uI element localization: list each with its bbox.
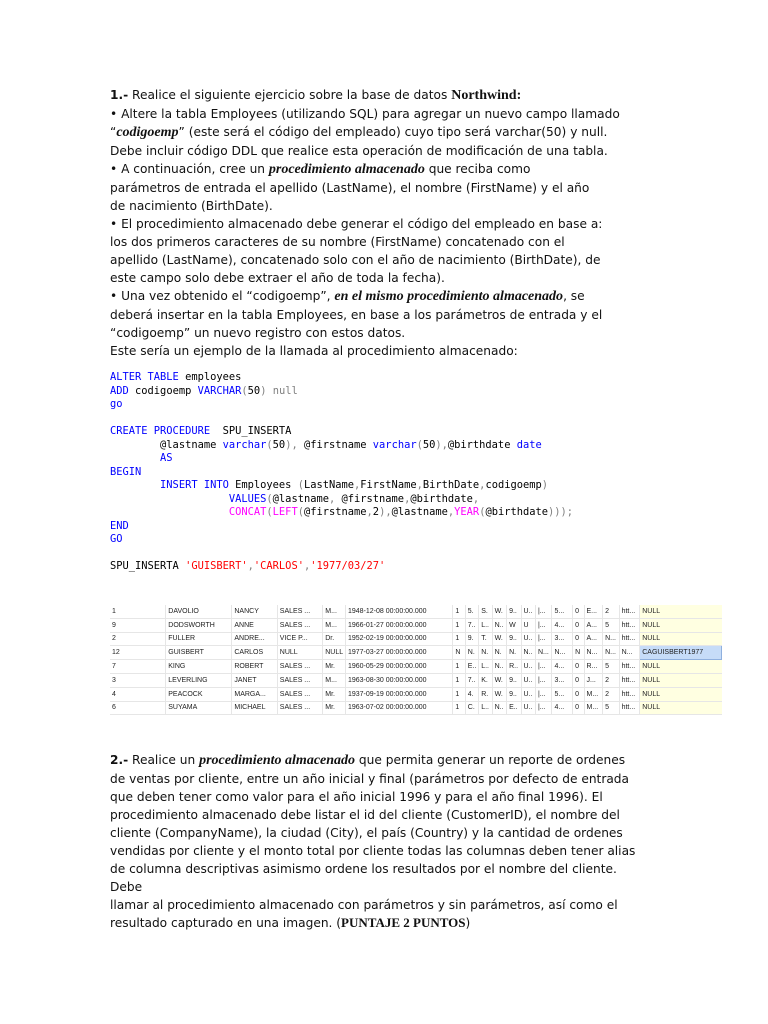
result-row bbox=[110, 673, 722, 687]
result-cell: 7.. bbox=[465, 673, 478, 687]
result-cell: KING bbox=[166, 660, 232, 674]
result-cell: N... bbox=[584, 646, 603, 660]
code-line-concat: CONCAT(LEFT(@firstname,2),@lastname,YEAR(@birthdate))); bbox=[228, 506, 574, 518]
code-line-begin: BEGIN bbox=[110, 465, 142, 478]
result-cell: N.. bbox=[521, 646, 535, 660]
exercise-2 bbox=[110, 751, 670, 932]
result-cell: M... bbox=[323, 673, 346, 687]
result-cell: htt... bbox=[619, 660, 640, 674]
exercise-2-line-5: cliente (CompanyName), la ciudad (City), el país (Country) y la cantidad de ordenes bbox=[110, 826, 623, 840]
result-cell: L.. bbox=[479, 660, 492, 674]
result-row bbox=[110, 646, 722, 660]
result-cell: C. bbox=[465, 701, 478, 715]
result-cell: 5 bbox=[603, 618, 620, 632]
result-cell: ANDRE... bbox=[232, 632, 277, 646]
result-cell: VICE P... bbox=[277, 632, 322, 646]
codigoemp-cell: NULL bbox=[640, 660, 722, 674]
codigoemp-cell: NULL bbox=[640, 701, 722, 715]
result-cell: M... bbox=[584, 687, 603, 701]
bullet-1-line-1: • Altere la tabla Employees (utilizando SQL) para agregar un nuevo campo llamado bbox=[110, 107, 620, 121]
result-cell: SUYAMA bbox=[166, 701, 232, 715]
result-cell: N... bbox=[603, 646, 620, 660]
result-cell: SALES ... bbox=[277, 605, 322, 618]
result-cell: 9.. bbox=[507, 687, 521, 701]
result-cell: N.. bbox=[492, 660, 506, 674]
exercise-2-line-7: de columna descriptivas asimismo ordene los resultados por el nombre del cliente. bbox=[110, 862, 617, 876]
code-line-alter: ALTER TABLE employees bbox=[110, 371, 242, 383]
exercise-2-line-3: que deben tener como valor para el año inicial 1996 y para el año final 1996). El bbox=[110, 790, 603, 804]
result-cell: GUISBERT bbox=[166, 646, 232, 660]
example-intro: Este sería un ejemplo de la llamada al procedimiento almacenado: bbox=[110, 344, 518, 358]
result-cell: R. bbox=[479, 687, 492, 701]
result-cell: 1 bbox=[110, 605, 166, 618]
code-line-end: END bbox=[110, 519, 129, 532]
result-cell: SALES ... bbox=[277, 701, 322, 715]
exercise-2-line-8: Debe bbox=[110, 880, 143, 894]
result-cell: 9 bbox=[110, 618, 166, 632]
result-cell: U bbox=[521, 618, 535, 632]
exercise-2-line-6: vendidas por cliente y el monto total por cliente todas las columnas deben tener alias bbox=[110, 844, 636, 858]
result-cell: 12 bbox=[110, 646, 166, 660]
result-cell: 1963-07-02 00:00:00.000 bbox=[345, 701, 452, 715]
result-row bbox=[110, 701, 722, 715]
database-name: Northwind: bbox=[451, 88, 522, 103]
result-cell: N. bbox=[507, 646, 521, 660]
codigoemp-cell: NULL bbox=[640, 687, 722, 701]
result-cell: 9.. bbox=[507, 673, 521, 687]
result-cell: 1 bbox=[453, 687, 465, 701]
result-cell: Mr. bbox=[323, 687, 346, 701]
result-cell: 5 bbox=[603, 701, 620, 715]
result-cell: 1952-02-19 00:00:00.000 bbox=[345, 632, 452, 646]
result-cell: 3... bbox=[552, 673, 573, 687]
result-cell: 4... bbox=[552, 660, 573, 674]
result-cell: 0 bbox=[573, 660, 584, 674]
result-cell: htt... bbox=[619, 673, 640, 687]
exercise-2-line-4: procedimiento almacenado debe listar el id del cliente (CustomerID), el nombre del bbox=[110, 808, 620, 822]
result-cell: |... bbox=[535, 605, 552, 618]
codigoemp-cell: NULL bbox=[640, 632, 722, 646]
result-cell: R... bbox=[584, 660, 603, 674]
result-cell: W. bbox=[492, 605, 506, 618]
bullet-3-line-4: este campo solo debe extraer el año de toda la fecha). bbox=[110, 271, 445, 285]
result-cell: 1977-03-27 00:00:00.000 bbox=[345, 646, 452, 660]
result-cell: Mr. bbox=[323, 701, 346, 715]
result-cell: FULLER bbox=[166, 632, 232, 646]
result-cell: 5... bbox=[552, 605, 573, 618]
result-cell: NULL bbox=[277, 646, 322, 660]
result-cell: htt... bbox=[619, 618, 640, 632]
result-cell: 1 bbox=[453, 605, 465, 618]
result-cell: E... bbox=[584, 605, 603, 618]
result-cell: htt... bbox=[619, 687, 640, 701]
result-cell: E.. bbox=[507, 701, 521, 715]
result-cell: |... bbox=[535, 632, 552, 646]
code-line-blank bbox=[110, 412, 670, 426]
code-line-add: ADD codigoemp VARCHAR(50) null bbox=[110, 384, 298, 397]
code-line-blank-2 bbox=[110, 547, 670, 561]
result-cell: E.. bbox=[465, 660, 478, 674]
result-cell: 6 bbox=[110, 701, 166, 715]
result-cell: MARGA... bbox=[232, 687, 277, 701]
result-cell: SALES ... bbox=[277, 673, 322, 687]
result-cell: N. bbox=[465, 646, 478, 660]
code-line-go-2: GO bbox=[110, 533, 123, 545]
result-cell: JANET bbox=[232, 673, 277, 687]
result-row bbox=[110, 687, 722, 701]
result-cell: 4... bbox=[552, 701, 573, 715]
bullet-4-line-2: deberá insertar en la tabla Employees, en base a los parámetros de entrada y el bbox=[110, 308, 603, 322]
result-cell: 9. bbox=[465, 632, 478, 646]
result-cell: NANCY bbox=[232, 605, 277, 618]
result-cell: 0 bbox=[573, 673, 584, 687]
result-cell: |... bbox=[535, 618, 552, 632]
result-cell: 0 bbox=[573, 605, 584, 618]
result-cell: 3 bbox=[110, 673, 166, 687]
result-cell: 1948-12-08 00:00:00.000 bbox=[345, 605, 452, 618]
codigoemp-cell: CAGUISBERT1977 bbox=[640, 646, 722, 660]
result-cell: U.. bbox=[521, 687, 535, 701]
exercise-2-line-2: de ventas por cliente, entre un año inicial y final (parámetros por defecto de entrada bbox=[110, 772, 630, 786]
result-cell: N bbox=[573, 646, 584, 660]
result-cell: 0 bbox=[573, 701, 584, 715]
result-cell: N. bbox=[492, 646, 506, 660]
bullet-3-line-3: apellido (LastName), concatenado solo con el año de nacimiento (BirthDate), de bbox=[110, 253, 601, 267]
result-cell: 2 bbox=[603, 605, 620, 618]
result-cell: U.. bbox=[521, 660, 535, 674]
result-cell: Mr. bbox=[323, 660, 346, 674]
result-cell: 1966-01-27 00:00:00.000 bbox=[345, 618, 452, 632]
bullet-3-line-2: los dos primeros caracteres de su nombre (FirstName) concatenado con el bbox=[110, 235, 565, 249]
result-cell: SALES ... bbox=[277, 660, 322, 674]
exercise-1 bbox=[110, 86, 670, 360]
bullet-1-line-2: “codigoemp” (este será el código del empleado) cuyo tipo será varchar(50) y null. bbox=[110, 125, 608, 140]
result-cell: M... bbox=[323, 605, 346, 618]
result-cell: 2 bbox=[110, 632, 166, 646]
result-cell: W. bbox=[492, 687, 506, 701]
result-cell: MICHAEL bbox=[232, 701, 277, 715]
bullet-2-line-1: • A continuación, cree un procedimiento almacenado que reciba como bbox=[110, 162, 531, 177]
result-cell: R.. bbox=[507, 660, 521, 674]
code-line-create-procedure: CREATE PROCEDURE SPU_INSERTA bbox=[110, 425, 292, 437]
bullet-2-line-2: parámetros de entrada el apellido (LastName), el nombre (FirstName) y el año bbox=[110, 181, 590, 195]
result-cell: W. bbox=[492, 673, 506, 687]
result-cell: W. bbox=[492, 632, 506, 646]
bullet-3-line-1: • El procedimiento almacenado debe generar el código del empleado en base a: bbox=[110, 217, 603, 231]
result-cell: 1 bbox=[453, 673, 465, 687]
result-cell: ROBERT bbox=[232, 660, 277, 674]
result-cell: 7 bbox=[110, 660, 166, 674]
result-cell: 0 bbox=[573, 687, 584, 701]
result-row bbox=[110, 618, 722, 632]
result-cell: 5 bbox=[603, 660, 620, 674]
result-cell: A... bbox=[584, 618, 603, 632]
result-cell: NULL bbox=[323, 646, 346, 660]
result-row bbox=[110, 605, 722, 618]
result-row bbox=[110, 660, 722, 674]
result-cell: 1 bbox=[453, 618, 465, 632]
result-cell: N bbox=[453, 646, 465, 660]
result-cell: htt... bbox=[619, 605, 640, 618]
exercise-2-line-10: resultado capturado en una imagen. (PUNTAJE 2 PUNTOS) bbox=[110, 915, 471, 930]
result-cell: N. bbox=[479, 646, 492, 660]
codigoemp-cell: NULL bbox=[640, 605, 722, 618]
result-cell: N.. bbox=[492, 618, 506, 632]
result-cell: 1 bbox=[453, 632, 465, 646]
result-cell: 2 bbox=[603, 687, 620, 701]
result-cell: 0 bbox=[573, 618, 584, 632]
result-cell: L.. bbox=[479, 618, 492, 632]
result-cell: U.. bbox=[521, 701, 535, 715]
result-cell: A... bbox=[584, 632, 603, 646]
result-cell: 1937-09-19 00:00:00.000 bbox=[345, 687, 452, 701]
result-cell: N... bbox=[619, 646, 640, 660]
result-cell: CARLOS bbox=[232, 646, 277, 660]
result-cell: 2 bbox=[603, 673, 620, 687]
result-grid bbox=[110, 605, 722, 715]
code-line-values: VALUES(@lastname, @firstname,@birthdate, bbox=[228, 492, 480, 505]
result-cell: T. bbox=[479, 632, 492, 646]
result-cell: 5... bbox=[552, 687, 573, 701]
result-cell: ANNE bbox=[232, 618, 277, 632]
result-cell: 4. bbox=[465, 687, 478, 701]
exercise-2-line-9: llamar al procedimiento almacenado con parámetros y sin parámetros, así como el bbox=[110, 898, 618, 912]
result-grid-body bbox=[110, 605, 722, 715]
result-cell: |... bbox=[535, 687, 552, 701]
result-cell: |... bbox=[535, 660, 552, 674]
result-cell: SALES ... bbox=[277, 687, 322, 701]
result-cell: 7.. bbox=[465, 618, 478, 632]
result-cell: U.. bbox=[521, 605, 535, 618]
result-cell: W bbox=[507, 618, 521, 632]
code-line-as: AS bbox=[160, 452, 173, 464]
bullet-2-line-3: de nacimiento (BirthDate). bbox=[110, 199, 273, 213]
result-cell: N... bbox=[552, 646, 573, 660]
result-cell: 5. bbox=[465, 605, 478, 618]
bullet-4-line-3: “codigoemp” un nuevo registro con estos datos. bbox=[110, 326, 406, 340]
result-cell: |... bbox=[535, 701, 552, 715]
sql-code-block bbox=[110, 371, 670, 574]
result-cell: PEACOCK bbox=[166, 687, 232, 701]
result-cell: K. bbox=[479, 673, 492, 687]
result-cell: SALES ... bbox=[277, 618, 322, 632]
result-cell: htt... bbox=[619, 701, 640, 715]
code-line-insert: INSERT INTO Employees (LastName,FirstName,BirthDate,codigoemp) bbox=[160, 479, 549, 491]
result-cell: 1963-08-30 00:00:00.000 bbox=[345, 673, 452, 687]
result-cell: M... bbox=[584, 701, 603, 715]
codigoemp-cell: NULL bbox=[640, 618, 722, 632]
result-cell: htt... bbox=[619, 632, 640, 646]
result-cell: N... bbox=[603, 632, 620, 646]
result-cell: DAVOLIO bbox=[166, 605, 232, 618]
result-cell: 9.. bbox=[507, 605, 521, 618]
result-cell: J... bbox=[584, 673, 603, 687]
result-cell: S. bbox=[479, 605, 492, 618]
result-cell: M... bbox=[323, 618, 346, 632]
result-cell: 1 bbox=[453, 660, 465, 674]
code-line-parameters: @lastname varchar(50), @firstname varchar(50),@birthdate date bbox=[160, 438, 542, 451]
result-cell: 1 bbox=[453, 701, 465, 715]
result-cell: U.. bbox=[521, 673, 535, 687]
result-cell: 1960-05-29 00:00:00.000 bbox=[345, 660, 452, 674]
codigoemp-cell: NULL bbox=[640, 673, 722, 687]
result-cell: 4 bbox=[110, 687, 166, 701]
exercise-1-heading: 1.- Realice el siguiente ejercicio sobre la base de datos Northwind: bbox=[110, 88, 522, 103]
exercise-2-line-1: 2.- Realice un procedimiento almacenado que permita generar un reporte de ordenes bbox=[110, 753, 626, 768]
result-cell: 9.. bbox=[507, 632, 521, 646]
result-cell: Dr. bbox=[323, 632, 346, 646]
code-line-call: SPU_INSERTA 'GUISBERT','CARLOS','1977/03/27' bbox=[110, 560, 386, 572]
result-cell: |... bbox=[535, 673, 552, 687]
result-cell: 4... bbox=[552, 618, 573, 632]
result-cell: L.. bbox=[479, 701, 492, 715]
result-cell: N... bbox=[535, 646, 552, 660]
result-cell: DODSWORTH bbox=[166, 618, 232, 632]
bullet-1-line-3: Debe incluir código DDL que realice esta operación de modificación de una tabla. bbox=[110, 144, 608, 158]
result-row bbox=[110, 632, 722, 646]
bullet-4-line-1: • Una vez obtenido el “codigoemp”, en el mismo procedimiento almacenado, se bbox=[110, 289, 585, 304]
result-cell: 0 bbox=[573, 632, 584, 646]
result-cell: N.. bbox=[492, 701, 506, 715]
result-cell: LEVERLING bbox=[166, 673, 232, 687]
code-line-go: go bbox=[110, 398, 123, 410]
result-cell: 3... bbox=[552, 632, 573, 646]
result-cell: U.. bbox=[521, 632, 535, 646]
